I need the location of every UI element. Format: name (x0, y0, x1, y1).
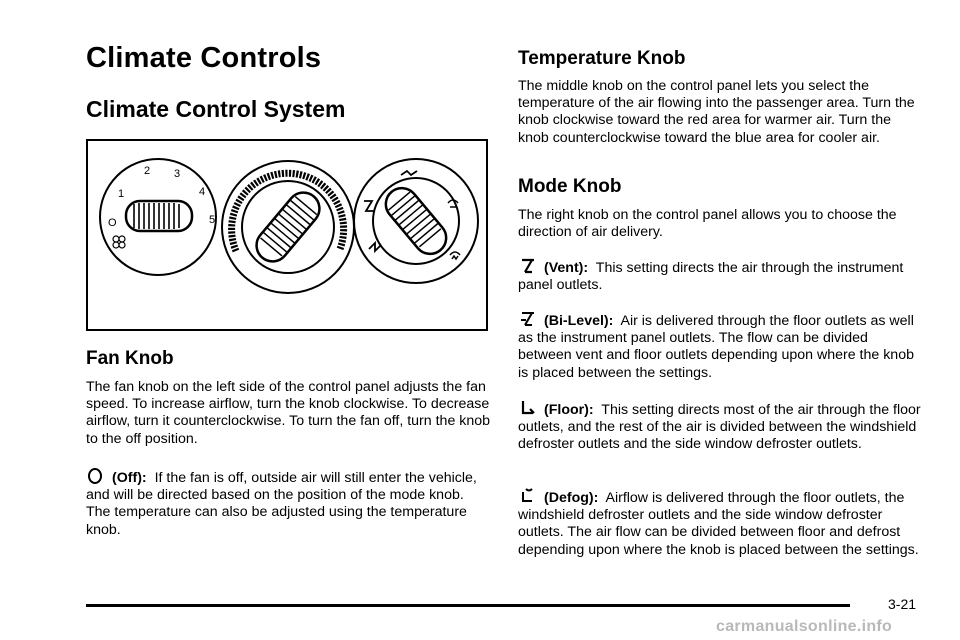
bilevel-text: Air is delivered through the floor outlets as well as the instrument panel outlets. The flow can be divided between vent and floor outlets depending upon where the knob is placed between the settings. (518, 313, 914, 381)
watermark: carmanualsonline.info (716, 618, 893, 635)
fan-speed-4: 4 (199, 186, 206, 198)
defog-label: (Defog): (544, 490, 599, 506)
vent-icon (518, 257, 538, 275)
fan-off-symbol: O (108, 217, 117, 229)
fan-speed-1: 1 (118, 188, 125, 200)
fan-off-text: If the fan is off, outside air will still enter the vehicle, and will be directed based on the position of the mode knob. The temperature can also be adjusted using the temperature knob. (86, 470, 477, 538)
mode-knob-heading: Mode Knob (518, 176, 622, 197)
fan-speed-5: 5 (209, 214, 216, 226)
temperature-knob-description: The middle knob on the control panel lets you select the temperature of the air flowing into the passenger area. Turn the knob clockwise toward the red area for warmer air. Turn the knob counterclockwise toward the blue area for cooler air. (518, 78, 915, 146)
vent-label: (Vent): (544, 260, 589, 276)
floor-paragraph (518, 399, 922, 454)
mode-knob-description: The right knob on the control panel allows you to choose the direction of air delivery. (518, 207, 897, 241)
fan-speed-3: 3 (174, 168, 181, 180)
defog-paragraph (518, 487, 928, 559)
floor-icon (518, 399, 538, 417)
mode-vent-icon (364, 201, 374, 211)
defog-icon (518, 487, 538, 505)
control-panel-drawing (88, 141, 486, 329)
bilevel-label: (Bi-Level): (544, 313, 614, 329)
fan-knob-description: The fan knob on the left side of the control panel adjusts the fan speed. To increase airflow, turn the knob clockwise. To decrease airflow, turn it counterclockwise. To turn the fan off, turn the knob to the off position. (86, 379, 491, 447)
floor-label: (Floor): (544, 402, 594, 418)
section-title: Climate Control System (86, 96, 346, 122)
fan-speed-2: 2 (144, 165, 151, 177)
mode-defrost-icon (450, 252, 460, 259)
footer-rule (86, 604, 850, 607)
mode-knob (354, 159, 478, 283)
bilevel-icon (518, 310, 538, 328)
climate-control-panel-illustration (86, 139, 488, 331)
mode-bilevel-icon (401, 171, 417, 175)
fan-knob (100, 159, 216, 275)
temperature-knob (222, 161, 354, 293)
fan-off-icon (86, 467, 106, 485)
page-title: Climate Controls (86, 42, 322, 74)
fan-off-paragraph (86, 467, 486, 539)
vent-text: This setting directs the air through the instrument panel outlets. (518, 260, 904, 294)
defog-text: Airflow is delivered through the floor outlets, the windshield defroster outlets and the side window defroster outlets. The air flow can be divided between floor and defrost depending upon where the knob is placed between the settings. (518, 490, 919, 558)
bilevel-paragraph (518, 310, 922, 382)
temperature-knob-heading: Temperature Knob (518, 48, 686, 69)
fan-off-label: (Off): (112, 470, 147, 486)
fan-knob-heading: Fan Knob (86, 348, 174, 369)
vent-paragraph (518, 257, 918, 294)
recirculation-icon (113, 236, 125, 248)
page-number: 3-21 (888, 596, 917, 612)
floor-text: This setting directs most of the air through the floor outlets, and the rest of the air is divided between the windshield defroster outlets and the side window defroster outlets. (518, 402, 921, 453)
